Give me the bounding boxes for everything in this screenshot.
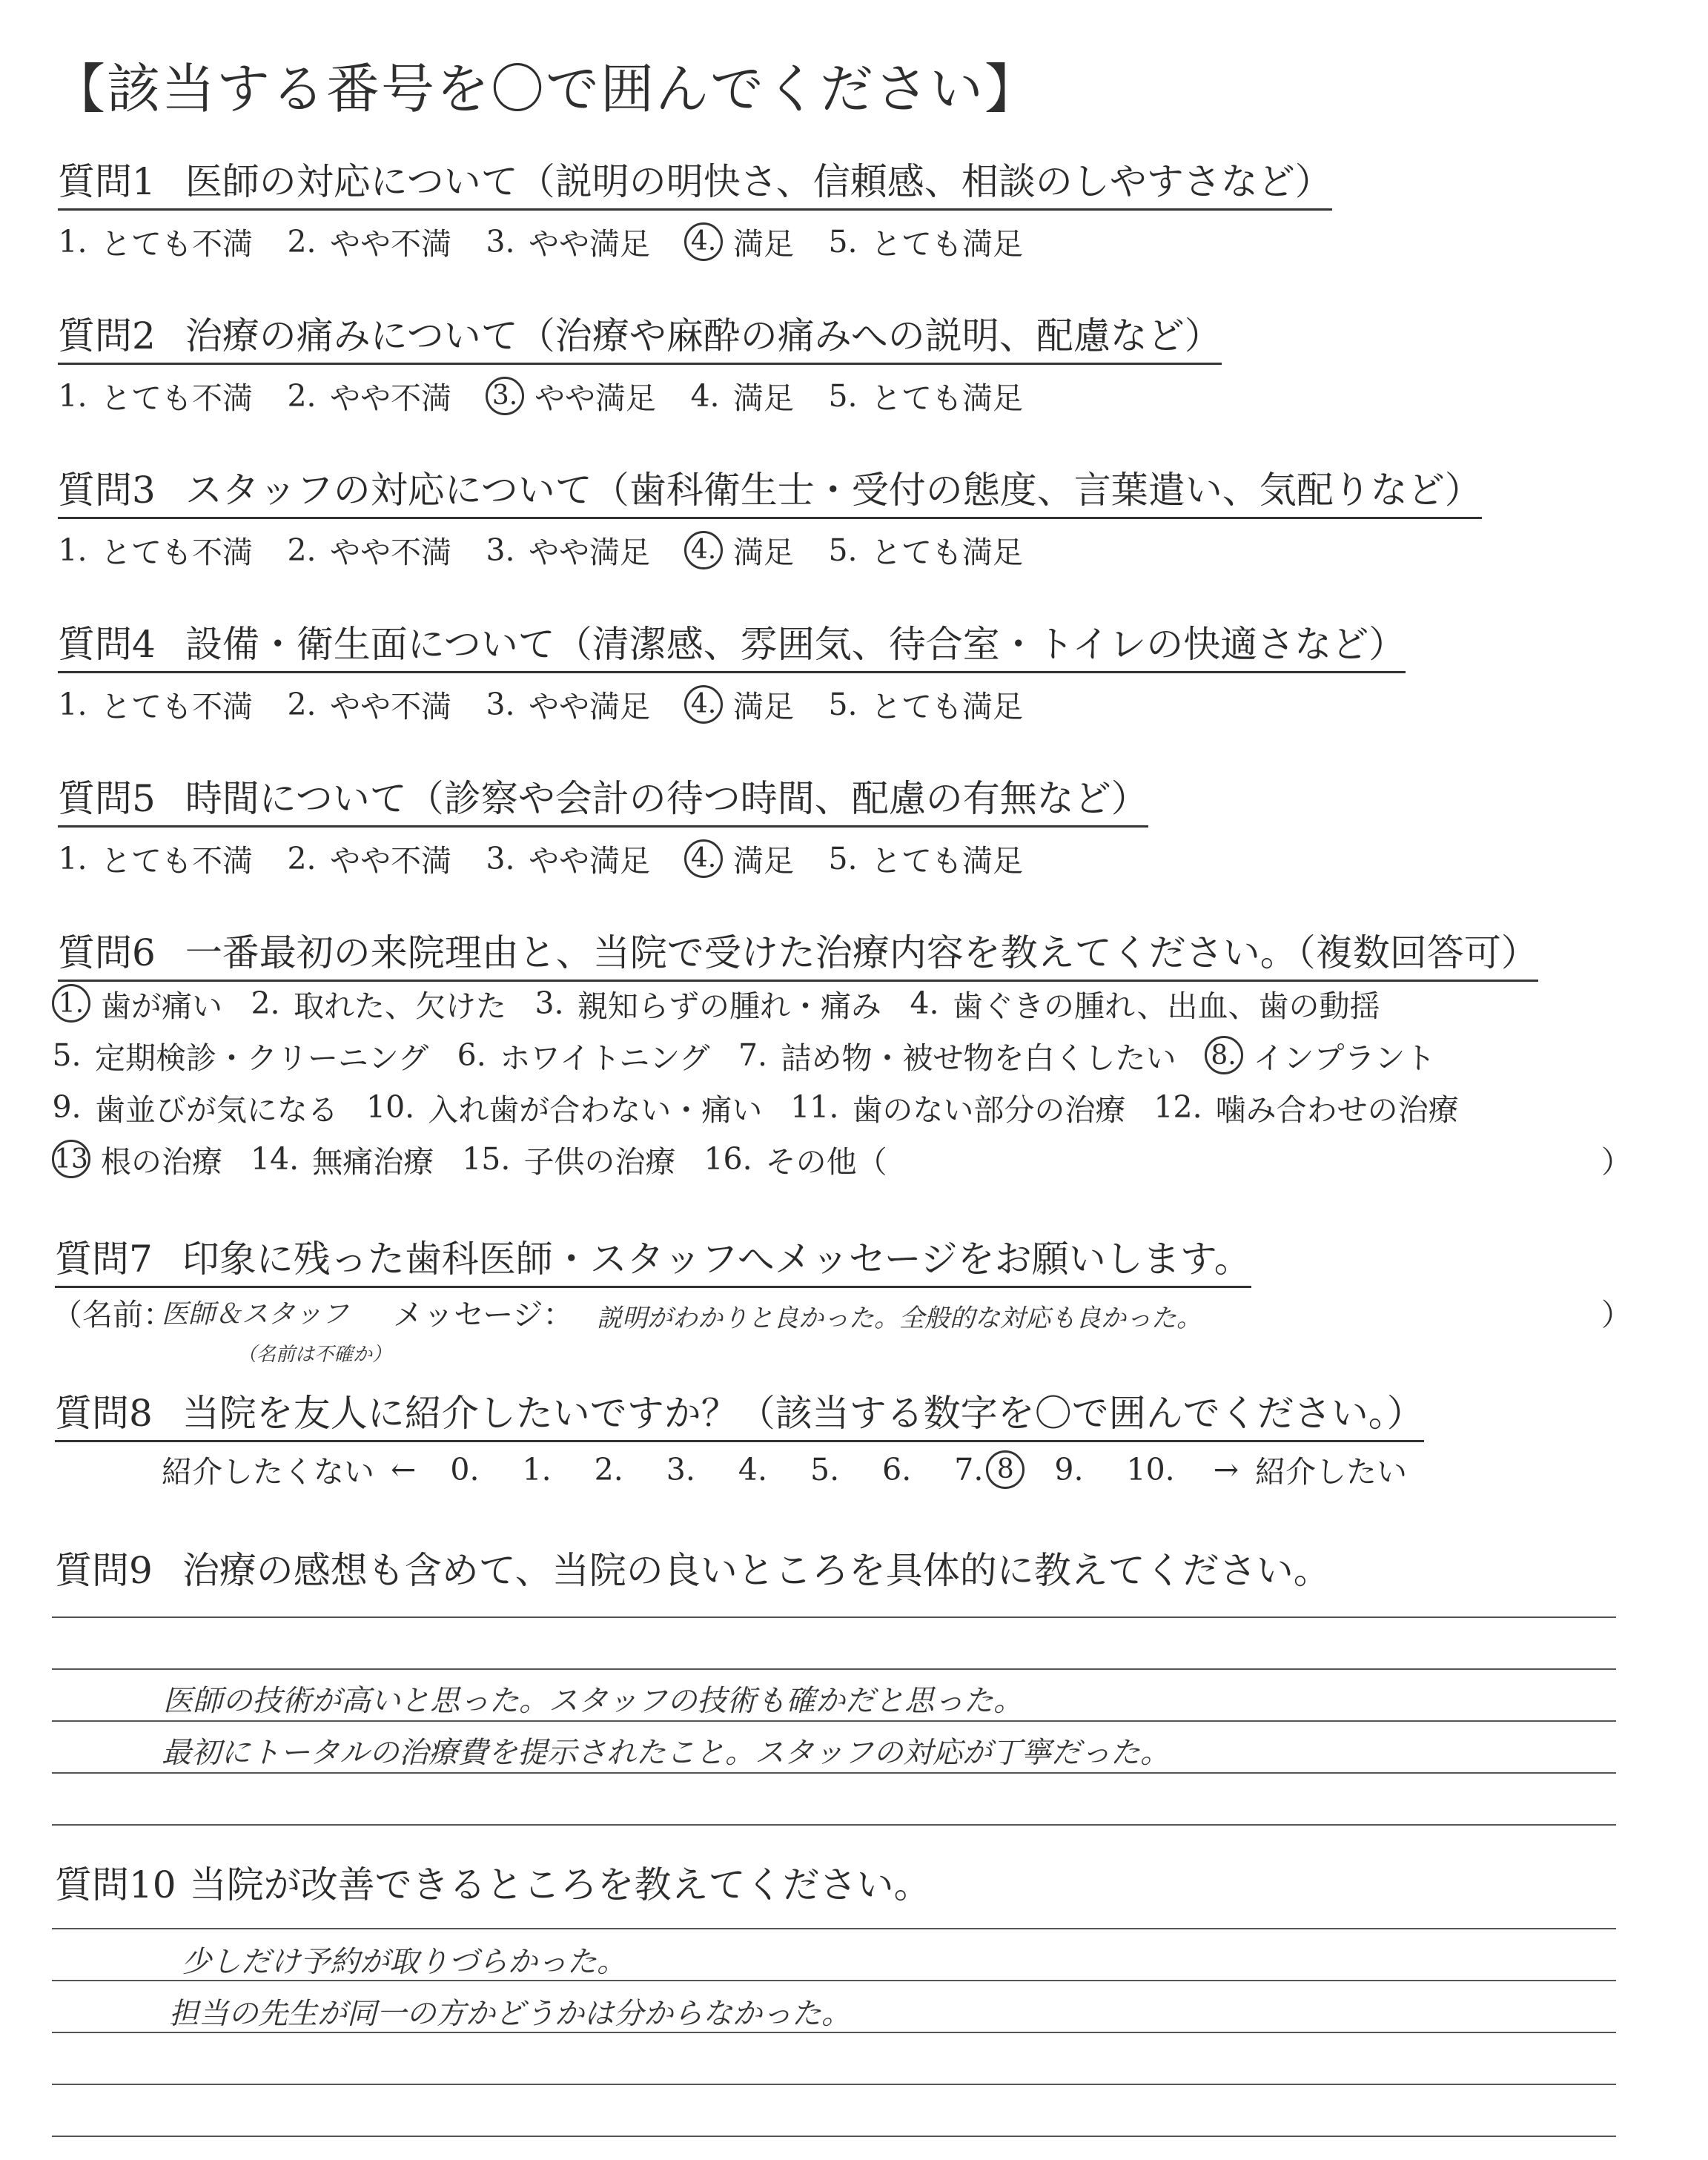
q9-answer-line-1: 医師の技術が高いと思った。スタッフの技術も確かだと思った。 (163, 1684, 1023, 1718)
option-11[interactable]: 11. 歯のない部分の治療 (790, 1089, 1126, 1128)
option-row (52, 1133, 1631, 1185)
option-2[interactable]: 2. やや不満 (287, 532, 451, 570)
option-2[interactable]: 2. やや不満 (287, 686, 451, 724)
scale-7[interactable]: 7. (954, 1451, 984, 1487)
form-header: 【該当する番号を〇で囲んでください】 (52, 58, 1040, 120)
scale-0[interactable]: 0. (450, 1451, 480, 1487)
question-text: 当院を友人に紹介したいですか？（該当する数字を〇で囲んでください。） (182, 1392, 1424, 1435)
option-3[interactable]: 3. 親知らずの腫れ・痛み (534, 985, 881, 1024)
question-title (58, 460, 1482, 519)
option-3[interactable]: 3. やや満足 (486, 840, 650, 879)
option-16[interactable]: 16. その他（ (704, 1141, 887, 1180)
left-arrow-icon: ← (391, 1451, 417, 1487)
circled-number: 8. (1205, 1036, 1243, 1074)
question-1 (58, 152, 1332, 263)
option-6[interactable]: 6. ホワイトニング (457, 1037, 710, 1076)
question-4 (58, 615, 1406, 726)
scale-right-label: 紹介したい (1255, 1454, 1408, 1490)
option-1-selected[interactable]: 1. 歯が痛い (52, 982, 222, 1025)
question-9 (55, 1541, 1331, 1594)
question-number: 質問2 (58, 314, 156, 357)
q10-answer-line-2: 担当の先生が同一の方かどうかは分からなかった。 (169, 1997, 851, 2031)
answer-line (52, 1720, 1616, 1722)
question-text: 当院が改善できるところを教えてください。 (189, 1863, 931, 1906)
circled-number: 4. (684, 531, 723, 569)
question-10 (55, 1855, 931, 1909)
answer-line (52, 1616, 1616, 1618)
message-value: 説明がわかりと良かった。全般的な対応も良かった。 (597, 1304, 1202, 1333)
rating-options (58, 836, 1148, 880)
recommend-scale (162, 1447, 1407, 1491)
option-4-selected[interactable]: 4. 満足 (684, 682, 794, 726)
option-4-selected[interactable]: 4. 満足 (684, 219, 794, 263)
rating-options (58, 374, 1222, 417)
option-3[interactable]: 3. やや満足 (486, 686, 650, 724)
option-2[interactable]: 2. やや不満 (287, 840, 451, 879)
option-row (52, 1081, 1631, 1133)
circled-number: 4. (684, 222, 723, 261)
question-title (55, 1229, 1251, 1288)
question-number: 質問9 (55, 1549, 153, 1592)
question-7 (55, 1229, 1251, 1288)
question-title (55, 1541, 1331, 1594)
circled-number: 13 (52, 1140, 90, 1178)
question-number: 質問7 (55, 1238, 153, 1281)
option-10[interactable]: 10. 入れ歯が合わない・痛い (366, 1089, 763, 1128)
rating-options (58, 219, 1332, 263)
answer-line (52, 2084, 1616, 2085)
close-paren: ） (1601, 1143, 1632, 1180)
answer-line (52, 1824, 1616, 1826)
scale-6[interactable]: 6. (882, 1451, 912, 1487)
option-7[interactable]: 7. 詰め物・被せ物を白くしたい (738, 1037, 1176, 1076)
option-1[interactable]: 1. とても不満 (58, 377, 253, 416)
scale-10[interactable]: 10. (1126, 1451, 1175, 1487)
answer-line (52, 1772, 1616, 1774)
option-9[interactable]: 9. 歯並びが気になる (52, 1089, 338, 1128)
option-8-selected[interactable]: 8. インプラント (1205, 1034, 1436, 1077)
question-title (55, 1384, 1424, 1442)
option-1[interactable]: 1. とても不満 (58, 840, 253, 879)
option-row (52, 1029, 1631, 1081)
q10-answer-line-1: 少しだけ予約が取りづらかった。 (182, 1945, 626, 1979)
q9-answer-line-2: 最初にトータルの治療費を提示されたこと。スタッフの対応が丁寧だった。 (162, 1736, 1170, 1770)
question-6 (58, 923, 1538, 982)
option-2[interactable]: 2. やや不満 (287, 377, 451, 416)
option-2[interactable]: 2. 取れた、欠けた (251, 985, 506, 1024)
option-4-selected[interactable]: 4. 満足 (684, 836, 794, 880)
scale-2[interactable]: 2. (594, 1451, 623, 1487)
option-3-selected[interactable]: 3. やや満足 (486, 374, 656, 417)
option-3[interactable]: 3. やや満足 (486, 532, 650, 570)
option-row (52, 977, 1631, 1029)
answer-line (52, 2136, 1616, 2137)
question-number: 質問10 (55, 1863, 176, 1906)
question-text: 治療の感想も含めて、当院の良いところを具体的に教えてください。 (182, 1549, 1331, 1592)
option-5[interactable]: 5. 定期検診・クリーニング (52, 1037, 429, 1076)
option-5[interactable]: 5. とても満足 (828, 223, 1023, 262)
name-note: （名前は不確か） (237, 1344, 392, 1366)
question-text: 一番最初の来院理由と、当院で受けた治療内容を教えてください。（複数回答可） (185, 931, 1538, 974)
question-title (58, 306, 1222, 365)
question-number: 質問1 (58, 160, 156, 203)
circled-number: 4. (684, 685, 723, 724)
rating-options (58, 528, 1482, 572)
question-text: 時間について（診察や会計の待つ時間、配慮の有無など） (185, 777, 1148, 820)
option-2[interactable]: 2. やや不満 (287, 223, 451, 262)
question-number: 質問3 (58, 469, 156, 512)
scale-left-label: 紹介したくない (162, 1454, 374, 1490)
option-5[interactable]: 5. とても満足 (828, 686, 1023, 724)
scale-1[interactable]: 1. (522, 1451, 552, 1487)
question-3 (58, 460, 1482, 572)
name-label: （名前： (52, 1297, 173, 1332)
q7-answer (52, 1290, 1631, 1372)
answer-line (52, 1928, 1616, 1929)
option-12[interactable]: 12. 噛み合わせの治療 (1153, 1089, 1459, 1128)
scale-9[interactable]: 9. (1054, 1451, 1084, 1487)
option-15[interactable]: 15. 子供の治療 (462, 1141, 676, 1180)
option-1[interactable]: 1. とても不満 (58, 686, 253, 724)
question-title (58, 615, 1406, 673)
option-1[interactable]: 1. とても不満 (58, 223, 253, 262)
message-label: メッセージ： (393, 1297, 574, 1332)
question-text: 設備・衛生面について（清潔感、雰囲気、待合室・トイレの快適さなど） (185, 623, 1406, 666)
question-text: 印象に残った歯科医師・スタッフへメッセージをお願いします。 (182, 1238, 1251, 1281)
option-5[interactable]: 5. とても満足 (828, 532, 1023, 570)
question-5 (58, 769, 1148, 880)
option-4[interactable]: 4. 歯ぐきの腫れ、出血、歯の動揺 (910, 985, 1380, 1024)
option-14[interactable]: 14. 無痛治療 (251, 1141, 434, 1180)
option-1[interactable]: 1. とても不満 (58, 532, 253, 570)
option-5[interactable]: 5. とても満足 (828, 840, 1023, 879)
right-arrow-icon: → (1213, 1451, 1239, 1487)
option-4[interactable]: 4. 満足 (690, 377, 794, 416)
question-title (58, 769, 1148, 828)
scale-4[interactable]: 4. (738, 1451, 767, 1487)
option-4-selected[interactable]: 4. 満足 (684, 528, 794, 572)
question-number: 質問8 (55, 1392, 153, 1435)
circled-number: 1. (52, 984, 90, 1023)
answer-line (52, 1668, 1616, 1670)
question-title (55, 1855, 931, 1909)
scale-8-selected[interactable]: 8 (986, 1450, 1025, 1489)
question-title (58, 923, 1538, 982)
question-2 (58, 306, 1222, 417)
circled-number: 4. (684, 839, 723, 878)
question-8 (55, 1384, 1424, 1442)
scale-5[interactable]: 5. (810, 1451, 840, 1487)
question-number: 質問4 (58, 623, 156, 666)
scale-3[interactable]: 3. (666, 1451, 695, 1487)
option-13-selected[interactable]: 13 根の治療 (52, 1137, 222, 1181)
question-number: 質問5 (58, 777, 156, 820)
question-text: 医師の対応について（説明の明快さ、信頼感、相談のしやすさなど） (185, 160, 1332, 203)
close-paren: ） (1601, 1297, 1632, 1332)
name-value: 医師＆スタッフ (162, 1299, 349, 1330)
option-3[interactable]: 3. やや満足 (486, 223, 650, 262)
question-text: スタッフの対応について（歯科衛生士・受付の態度、言葉遣い、気配りなど） (185, 469, 1482, 512)
question-title (58, 152, 1332, 211)
question-text: 治療の痛みについて（治療や麻酔の痛みへの説明、配慮など） (185, 314, 1222, 357)
question-number: 質問6 (58, 931, 156, 974)
rating-options (58, 682, 1406, 726)
circled-number: 3. (486, 377, 524, 415)
option-5[interactable]: 5. とても満足 (828, 377, 1023, 416)
q6-options (52, 977, 1631, 1185)
